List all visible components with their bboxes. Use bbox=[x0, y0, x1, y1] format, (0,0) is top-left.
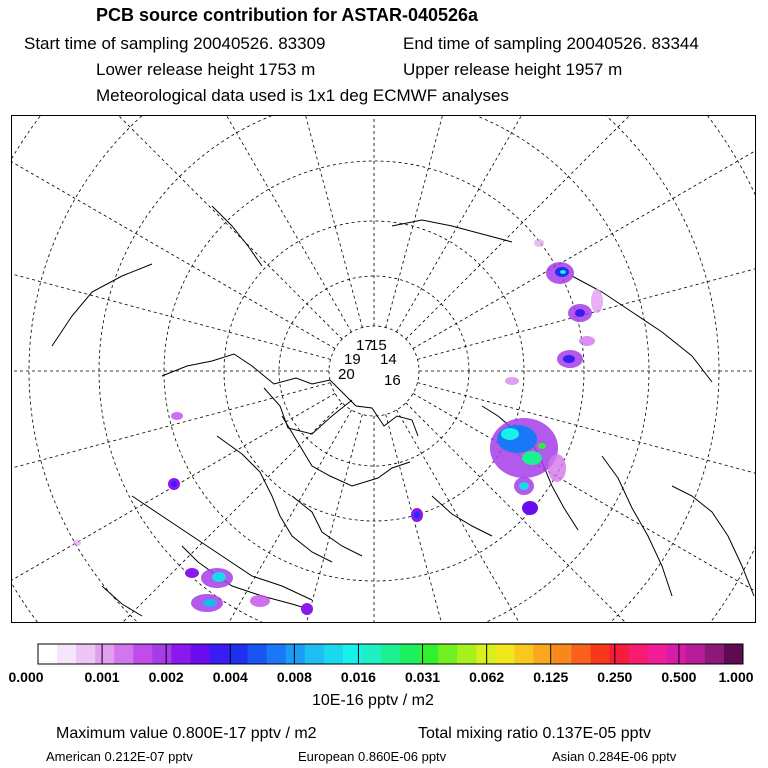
release-label-17: 17 bbox=[356, 337, 373, 354]
color-scale-tick-label: 0.062 bbox=[469, 669, 505, 685]
color-scale-swatch bbox=[381, 644, 401, 664]
meridian-line bbox=[386, 116, 607, 328]
color-scale-swatch bbox=[724, 644, 744, 664]
meridian-line bbox=[12, 403, 342, 622]
color-scale-swatch bbox=[171, 644, 191, 664]
meridian-line bbox=[12, 410, 352, 622]
color-scale-unit: 10E-16 pptv / m2 bbox=[312, 692, 434, 709]
concentration-plumes bbox=[73, 239, 603, 615]
color-scale-swatch bbox=[572, 644, 592, 664]
color-scale-swatch bbox=[76, 644, 96, 664]
color-scale-swatch bbox=[114, 644, 134, 664]
color-scale-tick-label: 0.000 bbox=[8, 669, 44, 685]
coastlines bbox=[52, 206, 754, 616]
color-scale-swatch bbox=[591, 644, 611, 664]
color-scale-tick-label: 1.000 bbox=[718, 669, 754, 685]
total-mixing-label: Total mixing ratio 0.137E-05 pptv bbox=[418, 725, 652, 742]
color-scale-swatch bbox=[343, 644, 363, 664]
color-scale-swatch bbox=[438, 644, 458, 664]
release-label-20: 20 bbox=[338, 366, 355, 383]
release-label-14: 14 bbox=[380, 351, 397, 368]
graticule bbox=[12, 116, 755, 622]
color-scale-swatch bbox=[514, 644, 534, 664]
meridian-line bbox=[12, 116, 342, 339]
color-scale-tick-label: 0.002 bbox=[148, 669, 184, 685]
color-scale-swatch bbox=[533, 644, 553, 664]
color-scale-swatch bbox=[305, 644, 325, 664]
color-scale-swatch bbox=[419, 644, 439, 664]
color-scale-swatch bbox=[648, 644, 668, 664]
meridian-line bbox=[413, 394, 755, 623]
color-scale-tick-label: 0.016 bbox=[340, 669, 376, 685]
color-scale-tick-label: 0.500 bbox=[661, 669, 697, 685]
color-scale-swatch bbox=[610, 644, 630, 664]
color-scale-swatch bbox=[629, 644, 649, 664]
american-contribution: American 0.212E-07 pptv bbox=[46, 749, 193, 764]
meridian-line bbox=[12, 116, 335, 349]
color-scale-swatch bbox=[286, 644, 306, 664]
color-scale-swatch bbox=[267, 644, 287, 664]
color-scale-tick-label: 0.001 bbox=[84, 669, 120, 685]
color-scale-swatch bbox=[705, 644, 725, 664]
lower-height-label: Lower release height 1753 m bbox=[96, 60, 316, 79]
color-scale-swatch bbox=[209, 644, 229, 664]
color-scale-swatch bbox=[133, 644, 153, 664]
color-scale-swatch bbox=[95, 644, 115, 664]
meridian-line bbox=[397, 410, 756, 622]
asian-contribution: Asian 0.284E-06 pptv bbox=[552, 749, 677, 764]
met-data-label: Meteorological data used is 1x1 deg ECMWF analyses bbox=[96, 86, 509, 105]
color-scale-swatch bbox=[552, 644, 572, 664]
color-scale-swatch bbox=[152, 644, 172, 664]
release-label-15: 15 bbox=[370, 337, 387, 354]
color-scale-swatch bbox=[457, 644, 477, 664]
color-scale-tick-label: 0.031 bbox=[405, 669, 441, 685]
color-scale-swatch bbox=[324, 644, 344, 664]
color-scale-swatch bbox=[686, 644, 706, 664]
color-scale-swatch bbox=[248, 644, 268, 664]
color-scale-swatch bbox=[667, 644, 687, 664]
max-value-label: Maximum value 0.800E-17 pptv / m2 bbox=[56, 725, 317, 742]
upper-height-label: Upper release height 1957 m bbox=[403, 60, 623, 79]
meridian-line bbox=[141, 414, 362, 622]
color-scale-swatch bbox=[38, 644, 58, 664]
color-scale-tick-label: 0.008 bbox=[276, 669, 312, 685]
start-time-label: Start time of sampling 20040526. 83309 bbox=[24, 34, 326, 53]
release-site-labels bbox=[338, 337, 401, 389]
meridian-line bbox=[141, 116, 362, 328]
meridian-line bbox=[397, 116, 756, 332]
plot-title: PCB source contribution for ASTAR-040526a bbox=[96, 5, 479, 25]
meridian-line bbox=[12, 116, 352, 332]
meridian-line bbox=[12, 138, 331, 359]
color-scale-swatch bbox=[400, 644, 420, 664]
meridian-line bbox=[406, 403, 755, 622]
release-label-19: 19 bbox=[344, 351, 361, 368]
polar-map bbox=[11, 115, 756, 623]
release-label-16: 16 bbox=[384, 372, 401, 389]
color-scale-swatch bbox=[190, 644, 210, 664]
color-scale-tick-label: 0.004 bbox=[212, 669, 248, 685]
european-contribution: European 0.860E-06 pptv bbox=[298, 749, 447, 764]
color-scale-tick-label: 0.250 bbox=[597, 669, 633, 685]
color-scale-swatch bbox=[476, 644, 496, 664]
color-scale-swatch bbox=[362, 644, 382, 664]
color-scale-swatch bbox=[229, 644, 249, 664]
latitude-circle bbox=[12, 116, 755, 622]
color-scale-swatch bbox=[495, 644, 515, 664]
end-time-label: End time of sampling 20040526. 83344 bbox=[403, 34, 699, 53]
color-scale-bar bbox=[37, 643, 744, 665]
color-scale-swatch bbox=[57, 644, 77, 664]
color-scale-tick-label: 0.125 bbox=[533, 669, 569, 685]
map-canvas bbox=[12, 116, 755, 622]
